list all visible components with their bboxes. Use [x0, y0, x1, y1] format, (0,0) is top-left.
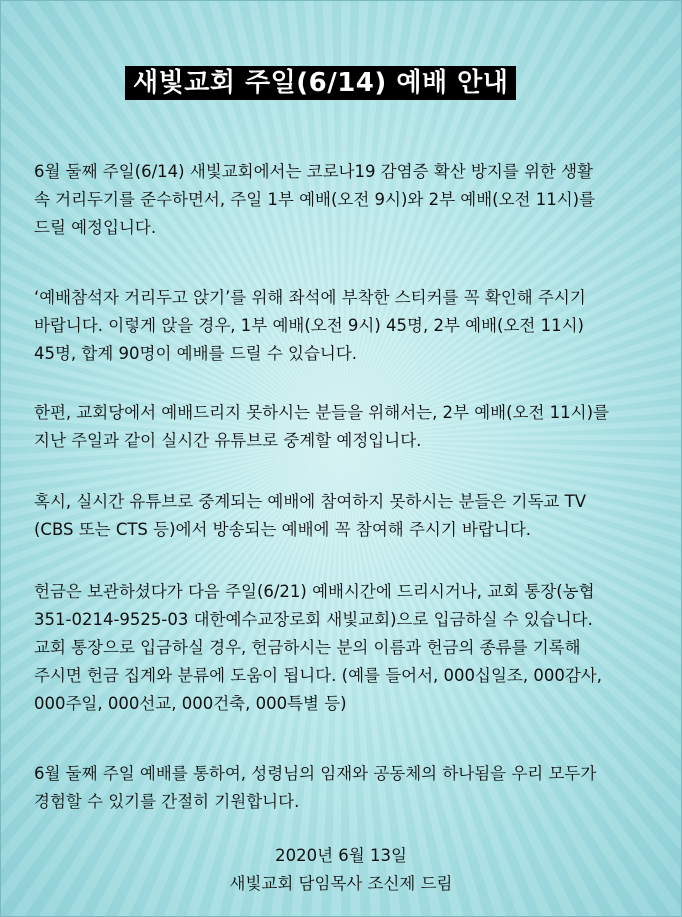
paragraph-closing [34, 760, 664, 816]
paragraph-line: 바랍니다. 이렇게 앉을 경우, 1부 예배(오전 9시) 45명, 2부 예배(오전 11시) [34, 316, 584, 335]
paragraph-line: 351-0214-9525-03 대한예수교장로회 새빛교회)으로 입금하실 수 있습니다. [34, 610, 593, 629]
paragraph-line: 혹시, 실시간 유튜브로 중계되는 예배에 참여하지 못하시는 분들은 기독교 TV [34, 492, 586, 511]
paragraph-seating [34, 284, 664, 368]
paragraph-line: 교회 통장으로 입금하실 경우, 헌금하시는 분의 이름과 헌금의 종류를 기록해 [34, 638, 581, 657]
paragraph-livestream [34, 399, 664, 455]
paragraph-line: 000주일, 000선교, 000건축, 000특별 등) [34, 694, 347, 713]
paragraph-line: ‘예배참석자 거리두고 앉기’를 위해 좌석에 부착한 스티커를 꼭 확인해 주시기 [34, 288, 586, 307]
paragraph-line: 한편, 교회당에서 예배드리지 못하시는 분들을 위해서는, 2부 예배(오전 11시)를 [34, 403, 609, 422]
paragraph-line: 6월 둘째 주일 예배를 통하여, 성령님의 임재와 공동체의 하나됨을 우리 모두가 [34, 764, 597, 783]
paragraph-offering [34, 578, 664, 718]
paragraph-line: 경험할 수 있기를 간절히 기원합니다. [34, 792, 300, 811]
paragraph-broadcast [34, 488, 664, 544]
signature-date: 2020년 6월 13일 [275, 846, 407, 865]
paragraph-line: 45명, 합계 90명이 예배를 드릴 수 있습니다. [34, 344, 358, 363]
paragraph-line: (CBS 또는 CTS 등)에서 방송되는 예배에 꼭 참여해 주시기 바랍니다. [34, 520, 532, 539]
paragraph-line: 드릴 예정입니다. [34, 218, 157, 237]
paragraph-line: 6월 둘째 주일(6/14) 새빛교회에서는 코로나19 감염증 확산 방지를 위한 생활 [34, 162, 593, 181]
paragraph-line: 속 거리두기를 준수하면서, 주일 1부 예배(오전 9시)와 2부 예배(오전 11시)를 [34, 190, 596, 209]
signature-signer: 새빛교회 담임목사 조신제 드림 [229, 874, 453, 893]
paragraph-line: 헌금은 보관하셨다가 다음 주일(6/21) 예배시간에 드리시거나, 교회 통장(농협 [34, 582, 595, 601]
notice-title: 새빛교회 주일(6/14) 예배 안내 [125, 66, 516, 100]
paragraph-line: 주시면 헌금 집계와 분류에 도움이 됩니다. (예를 들어서, 000십일조, 000감사, [34, 666, 602, 685]
paragraph-line: 지난 주일과 같이 실시간 유튜브로 중계할 예정입니다. [34, 431, 422, 450]
paragraph-schedule [34, 158, 664, 242]
